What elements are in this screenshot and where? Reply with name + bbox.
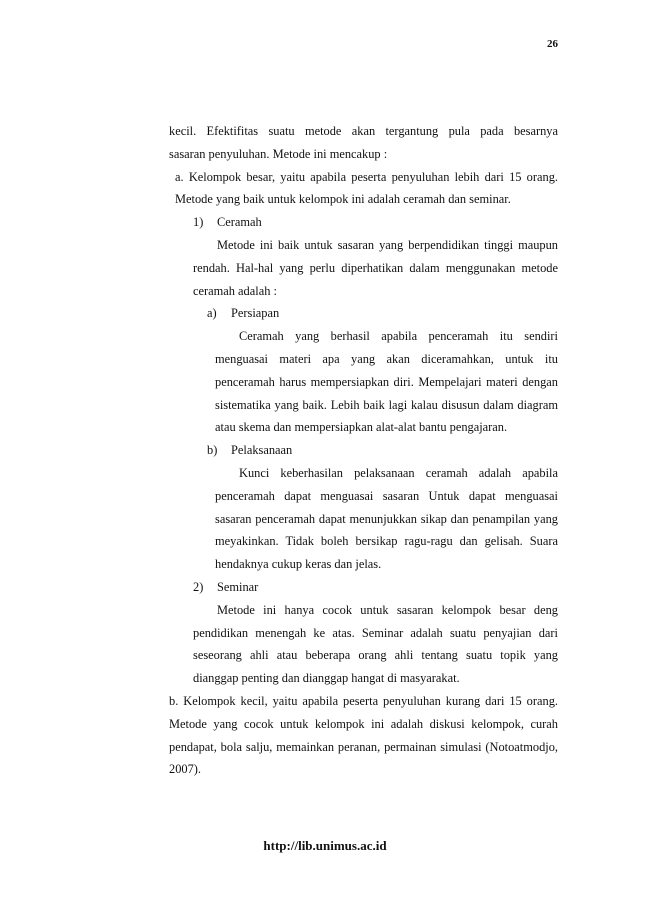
item-a1-title: Ceramah [217,215,262,230]
intro-line-1: kecil. Efektifitas suatu metode akan tergantung pula pada besarnya [169,124,558,138]
item-b-label: b. [169,693,179,708]
page-number: 26 [547,38,558,50]
item-a1-text: Metode ini baik untuk sasaran yang berpendidikan tinggi maupun rendah. Hal-hal yang perlu diperhatikan dalam menggunakan metode ceramah adalah : [193,237,558,298]
item-a1-heading [193,211,558,234]
item-a-text: Kelompok besar, yaitu apabila peserta penyuluhan lebih dari 15 orang. Metode yang baik untuk kelompok ini adalah ceramah dan seminar. [175,169,558,207]
item-b-text: Kelompok kecil, yaitu apabila peserta penyuluhan kurang dari 15 orang. Metode yang cocok untuk kelompok ini adalah diskusi kelompok, curah pendapat, bola salju, memainkan peranan, permainan simulasi (Notoatmodjo, 2007). [169,693,558,777]
item-a1a-heading [207,302,558,325]
item-a2-heading [193,576,558,599]
item-a2-number: 2) [193,579,204,594]
item-a1a-text: Ceramah yang berhasil apabila penceramah itu sendiri menguasai materi apa yang akan diceramahkan, untuk itu penceramah harus mempersiapkan diri. Mempelajari materi dengan sistematika yang baik. Lebih baik lagi kalau disusun dalam diagram atau skema dan mempersiapkan alat-alat bantu pengajaran. [215,329,558,435]
footer-url [0,838,650,854]
item-a1-number: 1) [193,215,204,230]
item-a2-text: Metode ini hanya cocok untuk sasaran kelompok besar deng pendidikan menengah ke atas. Seminar adalah suatu penyajian dari seseorang ahli atau beberapa orang ahli tentang suatu topik yang dianggap penting dan dianggap hangat di masyarakat. [193,602,558,686]
item-a1a-number: a) [207,306,217,321]
item-a1b-title: Pelaksanaan [231,443,293,458]
item-a1a-title: Persiapan [231,306,280,321]
item-a [175,166,558,212]
item-b [169,690,558,781]
item-a1b-heading [207,439,558,462]
intro-line-2: sasaran penyuluhan. Metode ini mencakup : [169,146,388,161]
item-a1b-text: Kunci keberhasilan pelaksanaan ceramah adalah apabila penceramah dapat menguasai sasaran Untuk dapat menguasai sasaran penceramah dapat menunjukkan sikap dan penampilan yang meyakinkan. Tidak boleh bersikap ragu-ragu dan gelisah. Suara hendaknya cukup keras dan jelas. [215,465,558,572]
footer-url-text: http://lib.unimus.ac.id [263,838,387,853]
item-a-label: a. [175,169,184,184]
item-a2-title: Seminar [217,579,259,594]
body-text [169,120,558,781]
item-a1b-number: b) [207,443,218,458]
